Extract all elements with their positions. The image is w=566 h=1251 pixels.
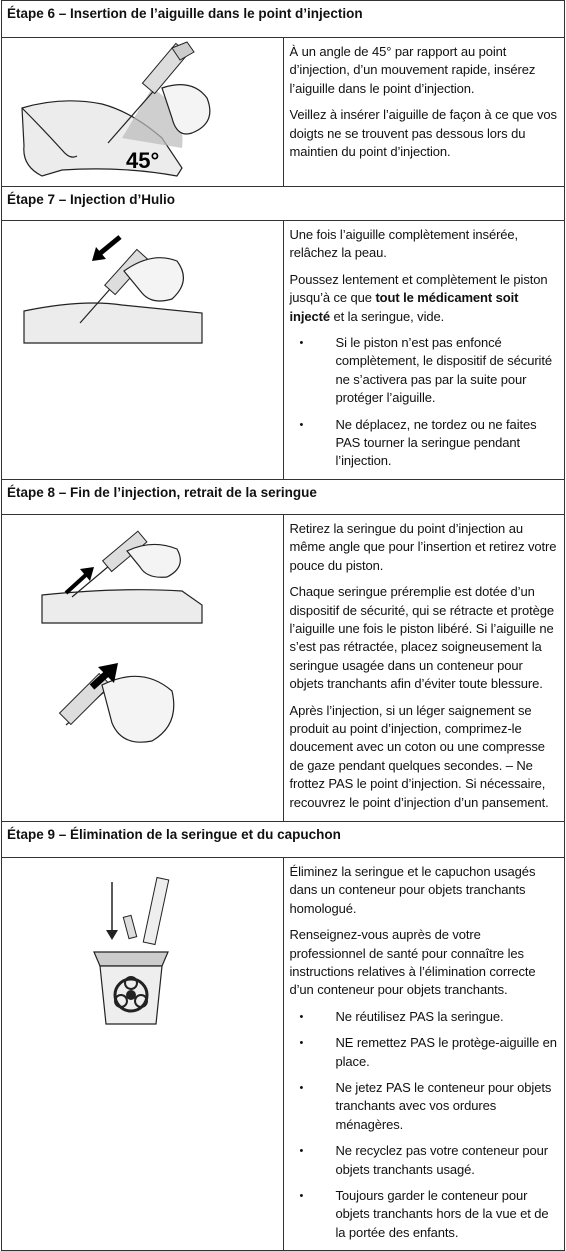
- step9-paragraph: Renseignez-vous auprès de votre professionnel de santé pour connaître les instructions relatives à l’élimination correcte d’un conteneur pour objets tranchants.: [289, 927, 536, 998]
- list-item: • Si le piston n’est pas enfoncé complètement, le dispositif de sécurité ne s’activera pas par la suite pour protéger l’aiguille.: [322, 334, 559, 408]
- step7-illustration: [2, 221, 284, 480]
- step8-illustration: [2, 514, 284, 821]
- needle-insertion-image: [2, 38, 238, 186]
- step7-bullet-list: [290, 334, 559, 471]
- injection-image: [2, 221, 238, 467]
- step9-title: Étape 9 – Élimination de la seringue et du capuchon: [2, 821, 565, 857]
- syringe-removal-image: [2, 515, 238, 821]
- list-item: • NE remettez PAS le protège-aiguille en place.: [322, 1034, 559, 1071]
- step6-paragraph: Veillez à insérer l’aiguille de façon à ce que vos doigts ne se trouvent pas dessous lors du maintien du point d’injection.: [289, 107, 557, 160]
- list-item: • Ne réutilisez PAS la seringue.: [322, 1008, 559, 1026]
- step7-title: Étape 7 – Injection d’Hulio: [2, 187, 565, 221]
- step8-paragraph: Retirez la seringue du point d’injection au même angle que pour l’insertion et retirez votre pouce du piston.: [289, 520, 557, 573]
- step6-illustration: [2, 38, 284, 187]
- list-item: • Ne recyclez pas votre conteneur pour objets tranchants usagé.: [322, 1142, 559, 1179]
- step9-text: [283, 857, 565, 1250]
- list-item: • Ne déplacez, ne tordez ou ne faites PAS tourner la seringue pendant l’injection.: [322, 416, 559, 471]
- step9-bullet-list: [290, 1008, 559, 1242]
- step8-paragraph: Chaque seringue préremplie est dotée d’un dispositif de sécurité, qui se rétracte et protège l’aiguille une fois le piston libéré. Si l’aiguille ne s’est pas rétractée, placez soigneusement la seringue usagée dans un conteneur pour objets tranchants afin d’éviter toute blessure.: [289, 584, 555, 692]
- step7-text-bold: tout le médicament soit injecté: [289, 290, 519, 324]
- step7-text-plain: Poussez lentement et complètement le piston jusqu’à ce que: [289, 271, 548, 306]
- step7-paragraph-2: [290, 271, 559, 326]
- step7-text: [283, 221, 565, 480]
- step6-title: Étape 6 – Insertion de l’aiguille dans le point d’injection: [2, 1, 565, 38]
- list-item: • Toujours garder le conteneur pour objets tranchants hors de la vue et de la portée des enfants.: [322, 1187, 559, 1242]
- step9-paragraph: Éliminez la seringue et le capuchon usagés dans un conteneur pour objets tranchants homologué.: [289, 863, 536, 916]
- step7-paragraph: Une fois l’aiguille complètement insérée, relâchez la peau.: [289, 227, 519, 261]
- step8-title: Étape 8 – Fin de l’injection, retrait de la seringue: [2, 479, 565, 514]
- step9-illustration: [2, 857, 284, 1250]
- step7-text-plain: et la seringue, vide.: [329, 308, 445, 324]
- sharps-disposal-image: [2, 858, 238, 1234]
- step6-text: [283, 38, 565, 187]
- angle-label: 45°: [126, 148, 160, 173]
- step8-paragraph: Après l’injection, si un léger saignement se produit au point d’injection, comprimez-le doucement avec un coton ou une compresse de gaze pendant quelques secondes. – Ne frottez PAS le point d’injection. Si nécessaire, recouvrez le point d’injection d’un pansement.: [289, 702, 549, 810]
- list-item: • Ne jetez PAS le conteneur pour objets tranchants avec vos ordures ménagères.: [322, 1079, 559, 1134]
- step6-paragraph: À un angle de 45° par rapport au point d’injection, d’un mouvement rapide, insérez l’aiguille dans le point d’injection.: [289, 44, 536, 96]
- step8-text: [283, 514, 565, 821]
